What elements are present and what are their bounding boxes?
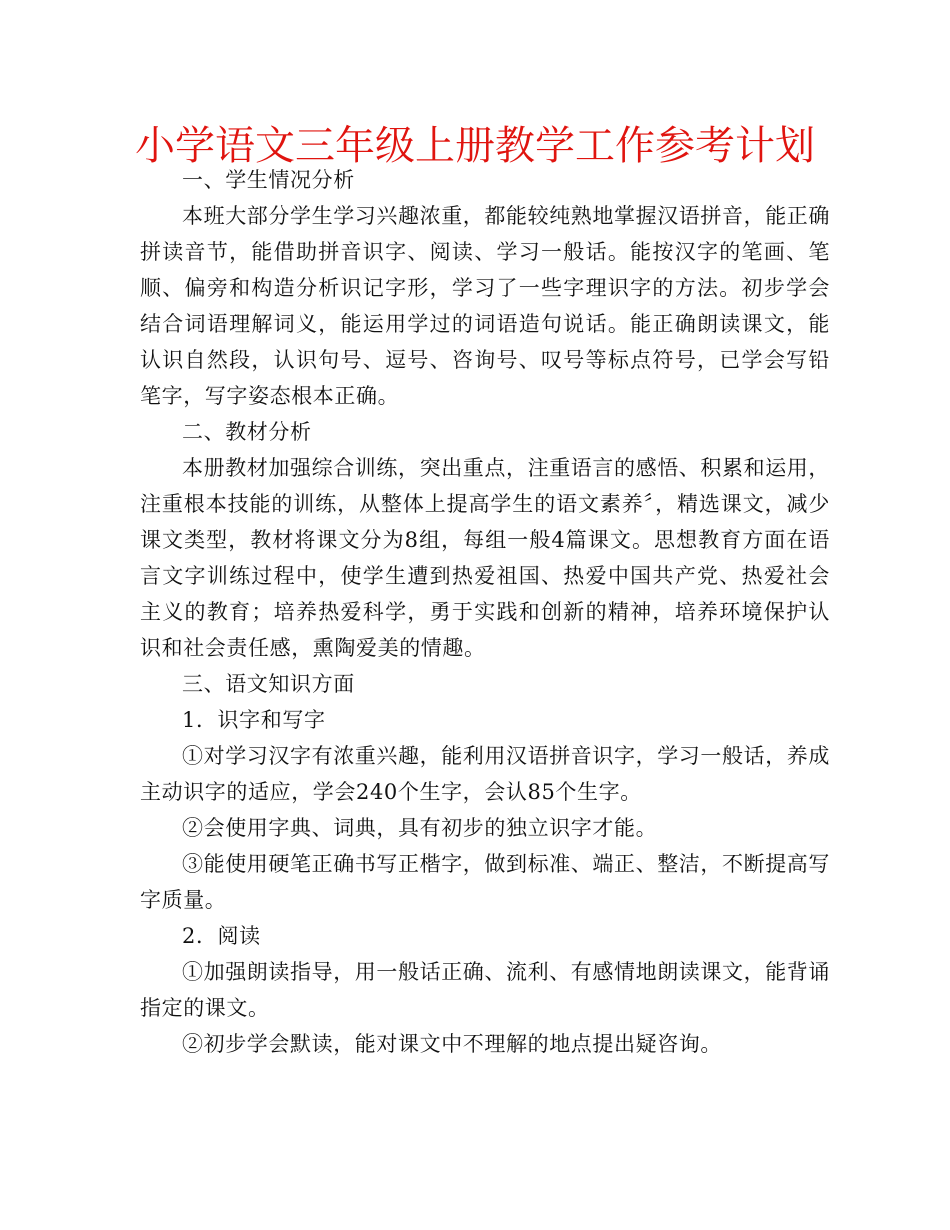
document-body — [140, 162, 830, 1062]
paragraph-textbook-analysis: 本册教材加强综合训练，突出重点，注重语言的感悟、积累和运用，注重根本技能的训练，从整体上提高学生的语文素养〞，精选课文，减少课文类型，教材将课文分为8组，每组一般4篇课文。思想教育方面在语言文字训练过程中，使学生遭到热爱祖国、热爱中国共产党、热爱社会主义的教育；培养热爱科学，勇于实践和创新的精神，培养环境保护认识和社会责任感，熏陶爱美的情趣。 — [140, 456, 830, 660]
list-item-reading-2: ②初步学会默读，能对课文中不理解的地点提出疑咨询。 — [182, 1032, 722, 1056]
list-item-literacy-1: ①对学习汉字有浓重兴趣，能利用汉语拼音识字，学习一般话，养成主动识字的适应，学会240个生字，会认85个生字。 — [140, 744, 830, 804]
subheading-literacy-writing: 1．识字和写字 — [182, 708, 326, 732]
subheading-reading: 2．阅读 — [182, 924, 261, 948]
section-heading-textbook-analysis: 二、教材分析 — [182, 420, 312, 444]
section-heading-student-analysis: 一、学生情况分析 — [182, 168, 355, 192]
list-item-literacy-2: ②会使用字典、词典，具有初步的独立识字才能。 — [182, 816, 658, 840]
paragraph-student-analysis: 本班大部分学生学习兴趣浓重，都能较纯熟地掌握汉语拼音，能正确拼读音节，能借助拼音识字、阅读、学习一般话。能按汉字的笔画、笔顺、偏旁和构造分析识记字形，学习了一些字理识字的方法。初步学会结合词语理解词义，能运用学过的词语造句说话。能正确朗读课文，能认识自然段，认识句号、逗号、咨询号、叹号等标点符号，已学会写铅笔字，写字姿态根本正确。 — [140, 204, 830, 408]
list-item-literacy-3: ③能使用硬笔正确书写正楷字，做到标准、端正、整洁，不断提高写字质量。 — [140, 852, 830, 912]
section-heading-language-knowledge: 三、语文知识方面 — [182, 672, 355, 696]
document-title: 小学语文三年级上册教学工作参考计划 — [135, 123, 815, 169]
list-item-reading-1: ①加强朗读指导，用一般话正确、流利、有感情地朗读课文，能背诵指定的课文。 — [140, 960, 830, 1020]
